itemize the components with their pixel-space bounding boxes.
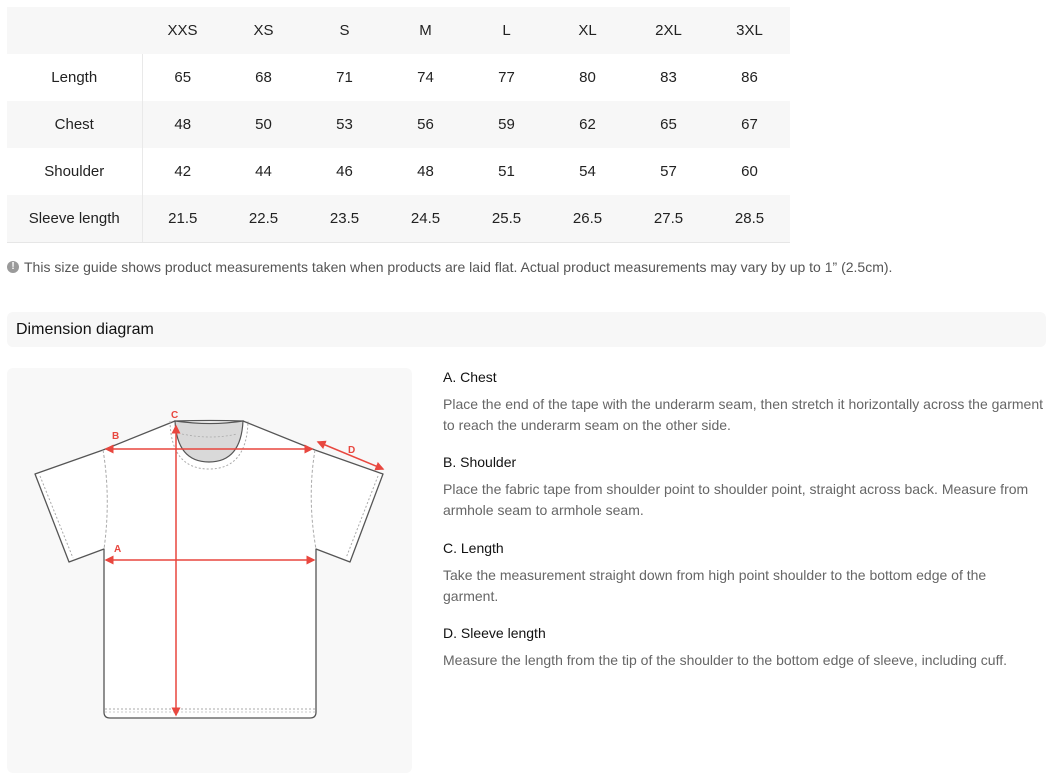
table-cell: 26.5 [547, 195, 628, 243]
row-label: Sleeve length [7, 195, 142, 243]
size-header-s: S [304, 7, 385, 54]
label-d: D [348, 445, 356, 456]
table-cell: 21.5 [142, 195, 223, 243]
desc-length [443, 539, 1043, 607]
tshirt-diagram [7, 368, 412, 773]
table-cell: 46 [336, 163, 353, 180]
table-cell: 24.5 [385, 195, 466, 243]
size-header-xl: XL [547, 7, 628, 54]
size-header-xs: XS [223, 7, 304, 54]
tshirt-diagram-svg [7, 368, 412, 773]
size-header-3xl: 3XL [709, 7, 790, 54]
tshirt-outline [35, 421, 383, 719]
size-header-l: L [466, 7, 547, 54]
label-b: B [112, 431, 120, 442]
size-header-xxs: XXS [142, 7, 223, 54]
table-cell: 22.5 [223, 195, 304, 243]
measurement-note [7, 259, 892, 275]
desc-body: Place the end of the tape with the underarm seam, then stretch it horizontally across the garment to reach the underarm seam on the other side. [443, 396, 1043, 433]
table-cell: 25.5 [466, 195, 547, 243]
size-table [7, 7, 790, 243]
table-cell: 50 [223, 101, 304, 148]
desc-chest [443, 368, 1043, 436]
table-cell: 60 [741, 163, 758, 180]
table-cell: 28.5 [709, 195, 790, 243]
table-cell: 44 [255, 163, 272, 180]
table-cell: 27.5 [628, 195, 709, 243]
size-header-m: M [385, 7, 466, 54]
table-cell: 62 [547, 101, 628, 148]
row-label: Chest [7, 101, 142, 148]
note-text: This size guide shows product measurements taken when products are laid flat. Actual product measurements may vary by up to 1” (2.5cm). [24, 259, 893, 275]
table-cell: 51 [498, 163, 515, 180]
desc-shoulder [443, 453, 1043, 521]
desc-title: A. Chest [443, 369, 497, 385]
desc-title: C. Length [443, 540, 504, 556]
table-cell: 54 [579, 163, 596, 180]
table-cell: 65 [174, 69, 192, 86]
table-cell: 71 [336, 69, 353, 86]
table-cell: 56 [385, 101, 466, 148]
table-cell: 74 [417, 69, 434, 86]
row-label: Shoulder [7, 148, 142, 195]
info-icon: ! [7, 261, 19, 273]
table-cell: 86 [741, 69, 758, 86]
table-cell: 48 [142, 101, 223, 148]
table-cell: 65 [628, 101, 709, 148]
desc-body: Measure the length from the tip of the shoulder to the bottom edge of sleeve, including cuff. [443, 652, 1007, 668]
row-label: Length [7, 54, 142, 101]
label-a: A [114, 544, 122, 555]
table-corner-cell [7, 7, 142, 54]
table-cell: 80 [579, 69, 596, 86]
table-cell: 53 [304, 101, 385, 148]
table-cell: 83 [660, 69, 677, 86]
table-cell: 59 [466, 101, 547, 148]
table-cell: 77 [498, 69, 515, 86]
section-title [7, 312, 1046, 347]
desc-title: D. Sleeve length [443, 625, 546, 641]
table-row-chest [7, 101, 790, 148]
desc-body: Place the fabric tape from shoulder point to shoulder point, straight across back. Measure from armhole seam to armhole seam. [443, 481, 1029, 518]
desc-body: Take the measurement straight down from high point shoulder to the bottom edge of the garment. [443, 567, 987, 604]
desc-sleeve-length [443, 624, 1043, 671]
desc-title: B. Shoulder [443, 454, 517, 470]
size-header-2xl: 2XL [628, 7, 709, 54]
label-c: C [171, 410, 179, 421]
table-cell: 67 [709, 101, 790, 148]
table-cell: 23.5 [304, 195, 385, 243]
table-cell: 68 [255, 69, 272, 86]
table-cell: 48 [417, 163, 434, 180]
table-cell: 57 [660, 163, 677, 180]
size-header-row [7, 7, 790, 54]
table-row-sleeve-length [7, 195, 790, 243]
table-cell: 42 [174, 163, 192, 180]
table-row-shoulder [7, 148, 790, 195]
table-row-length [7, 54, 790, 101]
section-title-text: Dimension diagram [16, 321, 154, 338]
